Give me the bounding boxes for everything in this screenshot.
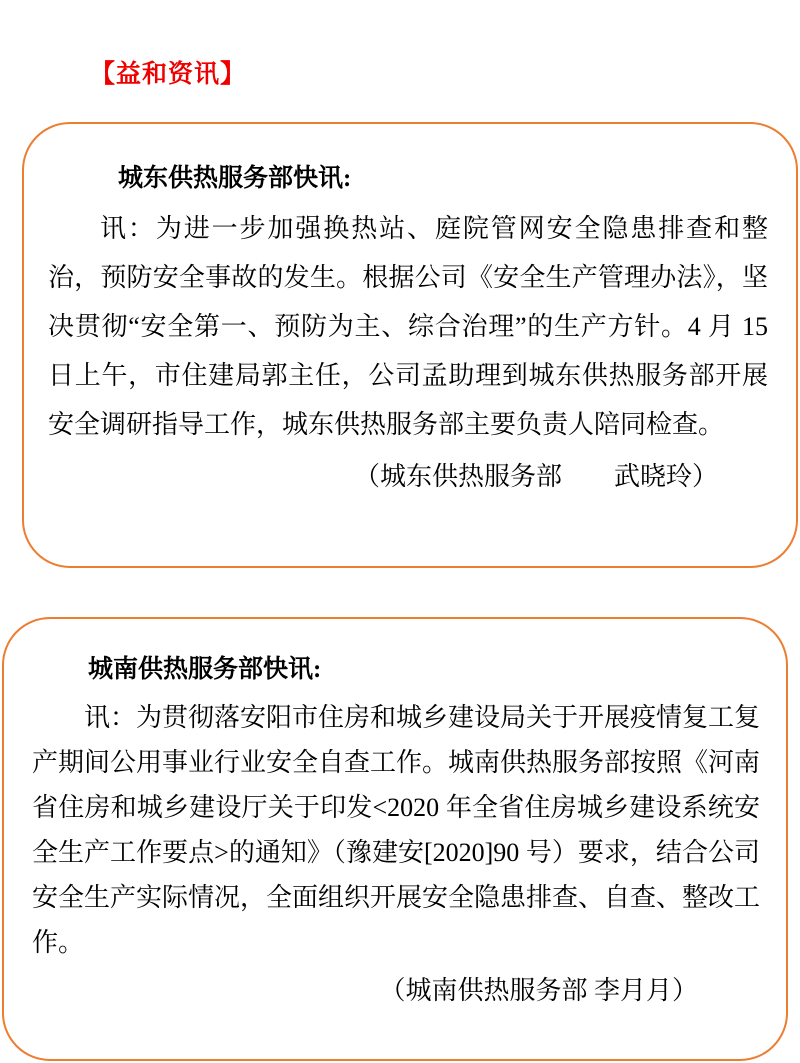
news-card-body: 讯：为贯彻落安阳市住房和城乡建设局关于开展疫情复工复产期间公用事业行业安全自查工作。城南供热服务部按照《河南省住房和城乡建设厅关于印发<2020 年全省住房城乡建设系统安全生产工作要点>的通知》（豫建安[2020]90 号）要求，结合公司安全生产实际情况，全面组织开展安全隐患排查、自查、整改工作。 — [32, 703, 761, 957]
news-card-chengdong — [22, 122, 798, 568]
news-card-signature: （城南供热服务部 李月月） — [379, 976, 698, 1005]
news-card-title: 城东供热服务部快讯: — [118, 165, 352, 192]
news-card-title: 城南供热服务部快讯: — [88, 656, 322, 683]
news-card-chengnan — [2, 617, 788, 1061]
news-card-body: 讯：为进一步加强换热站、庭院管网安全隐患排查和整治，预防安全事故的发生。根据公司《安全生产管理办法》，坚决贯彻“安全第一、预防为主、综合治理”的生产方针。4 月 15 日上午，市住建局郭主任，公司孟助理到城东供热服务部开展安全调研指导工作，城东供热服务部主要负责人陪同检查。 — [48, 214, 768, 439]
section-header: 【益和资讯】 — [90, 61, 247, 88]
news-card-signature: （城东供热服务部 武晓玲） — [353, 462, 718, 491]
